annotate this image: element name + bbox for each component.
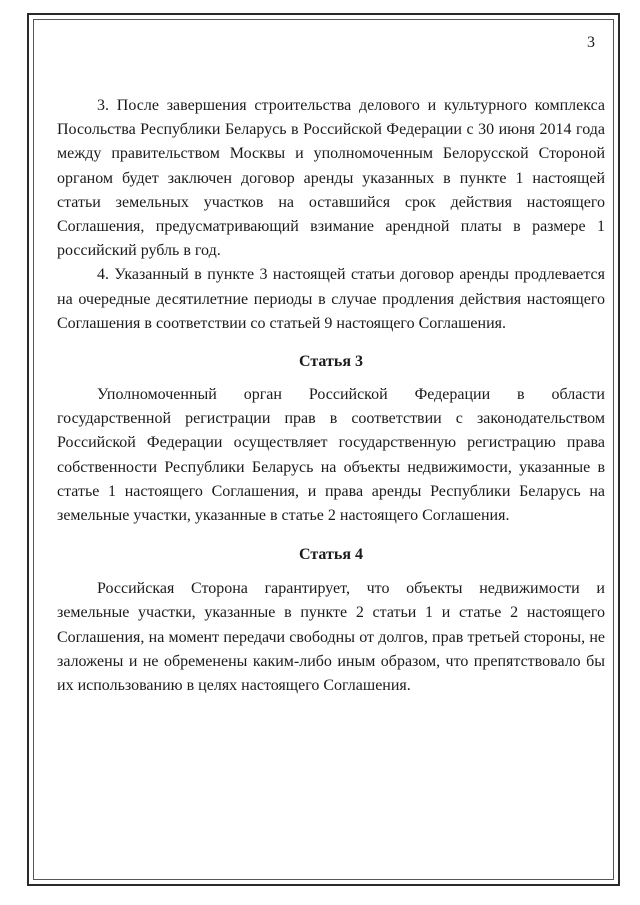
page-number: 3 [587, 34, 595, 51]
document-body [57, 94, 605, 698]
article-3-text: Уполномоченный орган Российской Федерации в области государственной регистрации прав в соответствии с законодательством Российской Федерации осуществляет государственную регистрацию права собственности Республики Беларусь на объекты недвижимости, указанные в статье 1 настоящего Соглашения, и права аренды Республики Беларусь на земельные участки, указанные в статье 2 настоящего Соглашения. [57, 386, 605, 525]
article-3-heading: Статья 3 [299, 353, 363, 371]
paragraph-4: 4. Указанный в пункте 3 настоящей статьи договор аренды продлевается на очередные десятилетние периоды в случае продления действия настоящего Соглашения в соответствии со статьей 9 настоящего Соглашения. [57, 266, 605, 332]
article-4-text: Российская Сторона гарантирует, что объекты недвижимости и земельные участки, указанные в пункте 2 статьи 1 и статье 2 настоящего Соглашения, на момент передачи свободны от долгов, прав третьей стороны, не заложены и не обременены каким-либо иным образом, что препятствовало бы их использованию в целях настоящего Соглашения. [57, 580, 605, 695]
article-4-heading: Статья 4 [299, 546, 363, 564]
paragraph-3: 3. После завершения строительства делового и культурного комплекса Посольства Республики Беларусь в Российской Федерации с 30 июня 2014 года между правительством Москвы и уполномоченным Белорусской Стороной органом будет заключен договор аренды указанных в пункте 1 настоящей статьи земельных участков на оставшийся срок действия настоящего Соглашения, предусматривающий взимание арендной платы в размере 1 российский рубль в год. [57, 97, 605, 260]
